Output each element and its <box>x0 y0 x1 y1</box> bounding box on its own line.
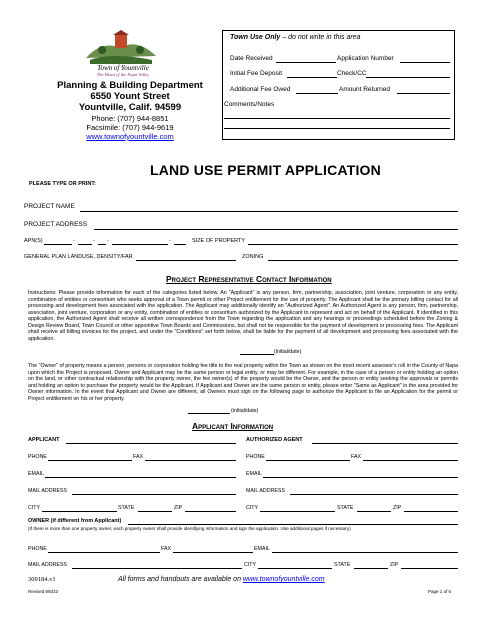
document-code: 309184.v1 <box>28 576 56 583</box>
agent-mail-label: MAIL ADDRESS <box>246 488 285 494</box>
owner-fax-field[interactable] <box>173 552 253 553</box>
logo-text: Town of Yountville <box>97 64 149 72</box>
applicant-email-label: EMAIL <box>28 471 44 477</box>
agent-email-field[interactable] <box>263 477 458 478</box>
agent-city-field[interactable] <box>260 511 335 512</box>
apn-field-4[interactable] <box>112 244 168 245</box>
dept-street: 6550 Yount Street <box>90 91 170 102</box>
footer-note <box>118 576 325 583</box>
owner-zip-label: ZIP <box>390 562 399 568</box>
comments-line-2[interactable] <box>224 128 450 129</box>
applicant-email-field[interactable] <box>45 477 236 478</box>
dept-city: Yountville, Calif. 94599 <box>78 102 182 113</box>
additional-fee-field[interactable] <box>296 93 338 94</box>
applicant-field[interactable] <box>66 443 236 444</box>
initial-date-1-field[interactable] <box>240 354 274 355</box>
town-use-title-bold: Town Use Only <box>230 34 281 41</box>
project-address-field[interactable] <box>94 229 458 230</box>
page-number: Page 1 of 6 <box>428 589 452 594</box>
website-link[interactable]: www.townofyountville.com <box>86 132 174 141</box>
agent-mail-field[interactable] <box>290 494 458 495</box>
apn-dash-2: - <box>93 238 95 244</box>
agent-phone-field[interactable] <box>266 460 350 461</box>
logo-graphic <box>82 30 160 66</box>
apn-field-1[interactable] <box>44 244 72 245</box>
agent-state-field[interactable] <box>357 511 391 512</box>
date-received-field[interactable] <box>276 62 336 63</box>
agent-phone-label: PHONE <box>246 454 265 460</box>
instructions-paragraph: Instructions: Please provide information for each of the categories listed below. An "Applicant" is any person, firm, partnership, association, joint venture, corporation or any entity, combination of entities or consortium who seeks approval of a Town permit or other Project entitlement for the use of property. The Applicant shall be the primary billing contact for all processing and development fees associated with the application. The Applicant may additionally identify an "Authorized Agent". An Authorized Agent is any person, firm, partnership, association, joint venture, corporation or any entity, combination of entities or consortium authorized by the Applicant to represent and act on behalf of the Applicant. If identified in this application, the Authorized Agent shall receive all written correspondence from the Town regarding the application and any hearings or proceedings scheduled before the Zoning & Design Review Board, Town Council or other appointive Town Boards and Commissions, but shall not be responsible for the payment of development or processing fees. The Applicant shall receive all billing invoices for the project, and under the "Conditions" set forth below, shall be liable for the payment of all development and processing fees associated with the application. <box>28 290 458 342</box>
applicant-mail-label: MAIL ADDRESS <box>28 488 67 494</box>
owner-email-label: EMAIL <box>254 546 270 552</box>
form-title: LAND USE PERMIT APPLICATION <box>150 162 381 178</box>
owner-mail-label: MAIL ADDRESS <box>28 562 67 568</box>
applicant-zip-field[interactable] <box>185 511 236 512</box>
initial-fee-label: Initial Fee Deposit <box>230 70 283 77</box>
size-property-field[interactable] <box>248 244 458 245</box>
owner-city-label: CITY <box>244 562 257 568</box>
applicant-fax-label: FAX <box>133 454 144 460</box>
comments-label: Comments/Notes <box>224 101 275 108</box>
owner-fax-label: FAX <box>161 546 172 552</box>
fax-text: Facsimile: (707) 944-9619 <box>86 123 174 132</box>
general-plan-label: GENERAL PLAN LANDUSE, DENSITY/FAR <box>24 254 133 260</box>
check-cc-label: Check/CC <box>337 70 367 77</box>
agent-zip-label: ZIP <box>393 505 402 511</box>
zoning-label: ZONING <box>242 254 264 260</box>
town-use-title-rest: – do not write in this area <box>280 34 361 41</box>
apn-dash-1: - <box>73 238 75 244</box>
check-cc-field[interactable] <box>366 77 450 78</box>
project-name-field[interactable] <box>80 211 458 212</box>
applicant-phone-field[interactable] <box>48 460 132 461</box>
agent-fax-label: FAX <box>351 454 362 460</box>
owner-state-label: STATE <box>334 562 351 568</box>
additional-fee-label: Additional Fee Owed <box>230 86 291 93</box>
apn-field-3[interactable] <box>98 244 106 245</box>
applicant-phone-label: PHONE <box>28 454 47 460</box>
application-number-field[interactable] <box>400 62 450 63</box>
town-use-box <box>222 30 455 140</box>
initial-fee-field[interactable] <box>287 77 337 78</box>
applicant-zip-label: ZIP <box>174 505 183 511</box>
owner-phone-label: PHONE <box>28 546 47 552</box>
footer-website-link[interactable]: www.townofyountville.com <box>242 576 325 583</box>
initial-date-2-label: (initial/date) <box>231 408 259 414</box>
project-name-label: PROJECT NAME <box>24 203 75 210</box>
apn-field-2[interactable] <box>78 244 92 245</box>
owner-city-field[interactable] <box>258 568 332 569</box>
date-received-label: Date Received <box>230 55 273 62</box>
agent-fax-field[interactable] <box>363 460 458 461</box>
department-block <box>30 80 230 113</box>
comments-line-1[interactable] <box>224 118 450 119</box>
dept-name: Planning & Building Department <box>57 80 203 91</box>
apn-dash-3: - <box>107 238 109 244</box>
footer-note-text: All forms and handouts are available on <box>118 576 243 583</box>
agent-city-label: CITY <box>246 505 259 511</box>
agent-zip-field[interactable] <box>404 511 458 512</box>
size-property-label: SIZE OF PROPERTY <box>192 238 246 244</box>
amount-returned-label: Amount Returned <box>339 86 390 93</box>
applicant-city-label: CITY <box>28 505 41 511</box>
applicant-state-field[interactable] <box>138 511 172 512</box>
owner-field[interactable] <box>128 524 458 525</box>
agent-email-label: EMAIL <box>246 471 262 477</box>
general-plan-field[interactable] <box>136 260 236 261</box>
logo-motto: The Heart of the Napa Valley <box>96 72 150 77</box>
rep-section-title: Project Representative Contact Information <box>166 274 332 284</box>
revised-date: Revised 8/6/23 <box>28 589 59 594</box>
project-address-label: PROJECT ADDRESS <box>24 221 88 228</box>
owner-note: (If there is more than one property owner, each property owner shall provide identifying information and sign the application. Use additional pages if necessary) <box>28 526 351 531</box>
apn-label: APN(S) <box>24 238 43 244</box>
owner-state-field[interactable] <box>354 568 388 569</box>
owner-label: OWNER (if different from Applicant) <box>28 518 122 524</box>
applicant-fax-field[interactable] <box>145 460 236 461</box>
phone-text: Phone: (707) 944-8851 <box>91 114 169 123</box>
amount-returned-field[interactable] <box>397 93 450 94</box>
apn-field-5[interactable] <box>174 244 186 245</box>
owner-zip-field[interactable] <box>401 568 458 569</box>
type-print-note: PLEASE TYPE OR PRINT: <box>29 181 96 187</box>
zoning-field[interactable] <box>268 260 458 261</box>
owner-phone-field[interactable] <box>48 552 160 553</box>
applicant-section-title: Applicant Information <box>192 421 274 431</box>
authorized-agent-label: AUTHORIZED AGENT <box>246 437 303 443</box>
initial-date-1-label: (initial/date) <box>274 349 302 355</box>
agent-state-label: STATE <box>337 505 354 511</box>
applicant-state-label: STATE <box>118 505 135 511</box>
owner-paragraph: The "Owner" of property means a person, persons or corporation holding fee title to the real property within the Town as shown on the most recent assessor's roll in the County of Napa upon which the Project is proposed. Owner and Applicant may be the same person or legal entity, or may be different. For example, in the case of a person or entity holding an option on the land, or other contractual relationship with the property owner, the fee owner(s) of the property would be the Owner, and the person or entity seeking the approvals or permits and holding an option to purchase the property would be the Applicant. If Applicant and Owner are the same person or entity, please enter "Same as Applicant" in the area provided for Owner information. In the event that Applicant and Owner are different, all Owners must sign on the following page to authorize the Applicant to file an Application for the permit or Project entitlement on his or her property. <box>28 363 458 402</box>
authorized-agent-field[interactable] <box>312 443 458 444</box>
applicant-label: APPLICANT <box>28 437 60 443</box>
owner-email-field[interactable] <box>272 552 458 553</box>
contact-block <box>30 114 230 141</box>
applicant-mail-field[interactable] <box>72 494 236 495</box>
owner-mail-field[interactable] <box>72 568 242 569</box>
town-use-title <box>230 34 360 41</box>
apn-dash-4: - <box>169 238 171 244</box>
applicant-city-field[interactable] <box>42 511 117 512</box>
initial-date-2-field[interactable] <box>188 413 230 414</box>
application-number-label: Application Number <box>337 55 394 62</box>
